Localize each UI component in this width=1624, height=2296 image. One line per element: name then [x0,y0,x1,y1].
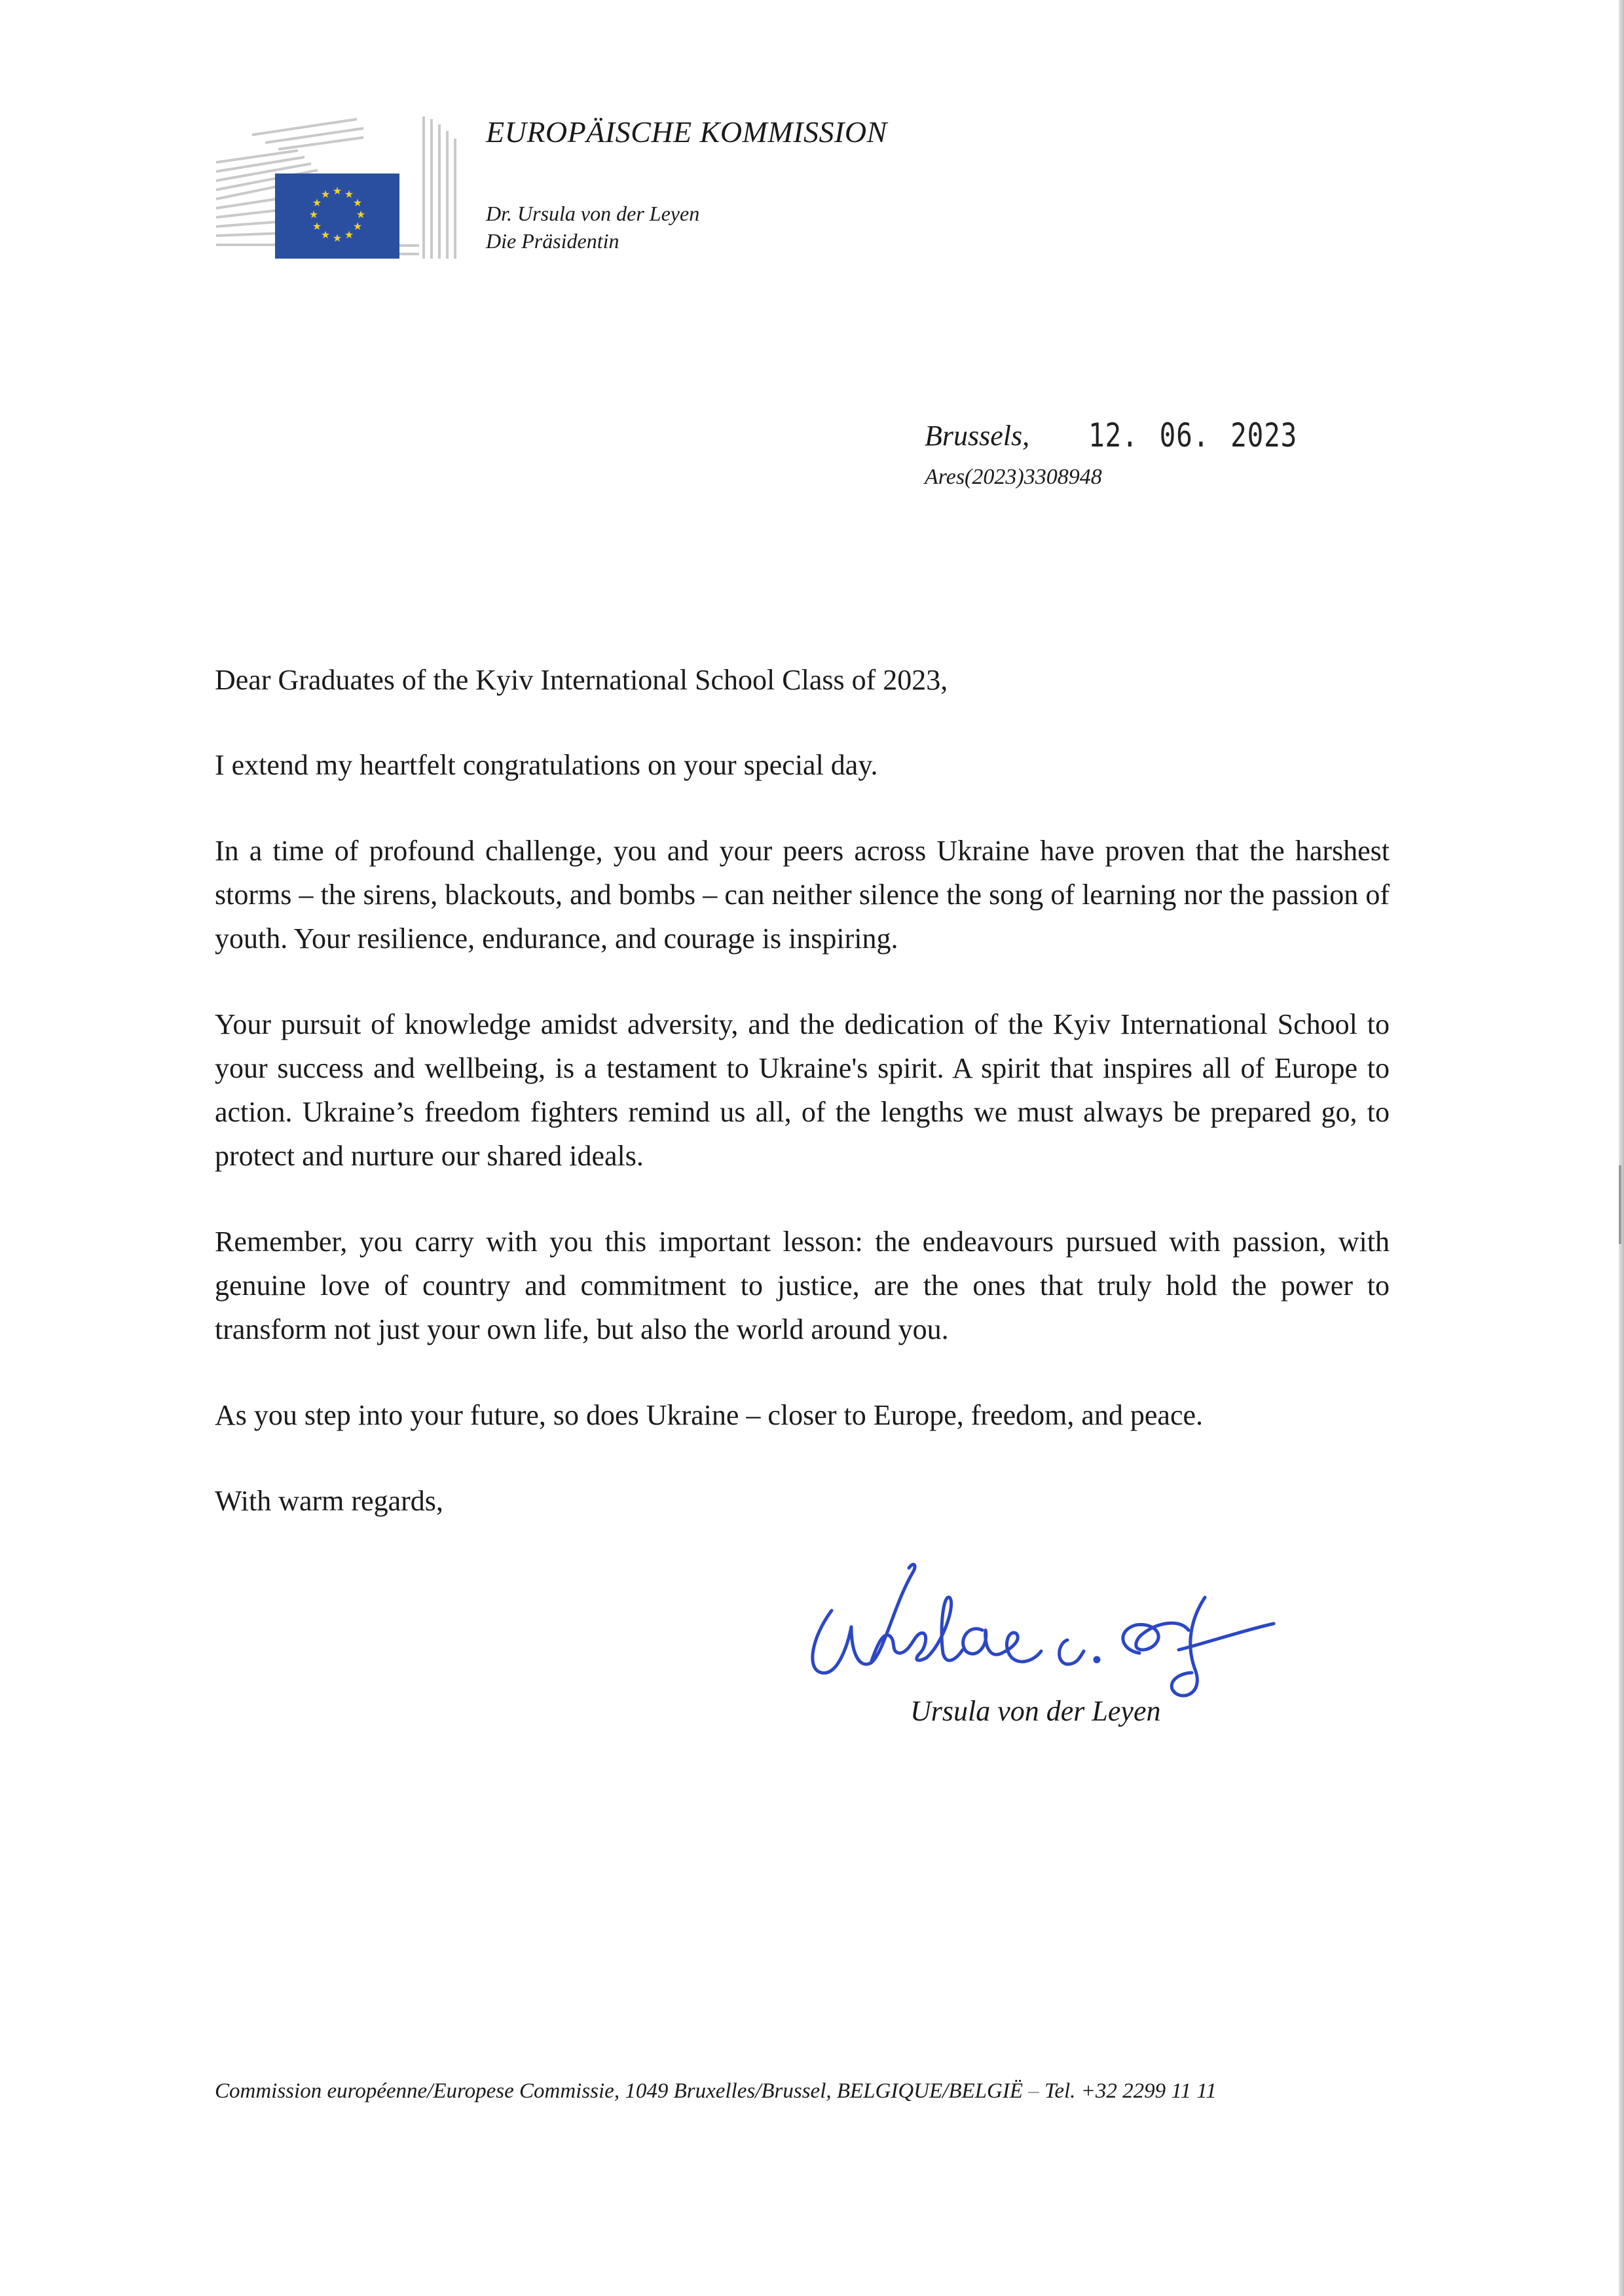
handwritten-signature [786,1512,1283,1709]
sender-title: Die Präsidentin [486,229,619,253]
footer-separator: – [1028,2079,1039,2103]
footer-address: Commission européenne/Europese Commissie, 1049 Bruxelles/Brussel, BELGIQUE/BELGIË [215,2079,1023,2103]
scan-mark [1619,1165,1621,1244]
svg-text:★: ★ [320,188,331,200]
svg-text:★: ★ [320,228,331,241]
scan-edge [1619,0,1624,2296]
signer-name: Ursula von der Leyen [910,1695,1161,1727]
svg-text:★: ★ [356,208,366,221]
svg-text:★: ★ [344,228,354,241]
date-stamp: 12. 06. 2023 [1088,416,1298,454]
svg-text:★: ★ [352,220,363,232]
salutation: Dear Graduates of the Kyiv International School Class of 2023, [215,664,948,696]
svg-text:★: ★ [352,196,363,209]
sender-name: Dr. Ursula von der Leyen [486,202,700,225]
paragraph-1: I extend my heartfelt congratulations on your special day. [215,749,878,781]
svg-text:★: ★ [332,185,342,197]
paragraph-5: As you step into your future, so does Ukraine – closer to Europe, freedom, and peace. [215,1399,1203,1431]
svg-text:★: ★ [344,188,354,200]
eu-commission-logo-icon [213,111,462,262]
place: Brussels, [925,420,1030,452]
svg-text:★: ★ [312,196,322,209]
closing: With warm regards, [215,1485,443,1517]
svg-text:★: ★ [332,232,342,244]
paragraph-4: Remember, you carry with you this important lesson: the endeavours pursued with passion, with genuine love of country and commitment to justice, are the ones that truly hold the power to transform not just your own life, but also the world around you. [215,1226,1390,1345]
letter-body [215,658,1390,1523]
paragraph-2: In a time of profound challenge, you and your peers across Ukraine have proven that the harshest storms – the sirens, blackouts, and bombs – can neither silence the song of learning nor the passion of youth. Your resilience, endurance, and courage is inspiring. [215,835,1390,955]
footer-phone: Tel. +32 2299 11 11 [1044,2079,1217,2103]
reference-number: Ares(2023)3308948 [925,465,1102,489]
svg-text:★: ★ [308,208,319,221]
svg-text:★: ★ [312,220,322,232]
footer [215,2079,1217,2104]
organization-name: EUROPÄISCHE KOMMISSION [486,115,887,149]
paragraph-3: Your pursuit of knowledge amidst adversity, and the dedication of the Kyiv International School to your success and wellbeing, is a testament to Ukraine's spirit. A spirit that inspires all of Europe to action. Ukraine’s freedom fighters remind us all, of the lengths we must always be prepared go, to protect and nurture our shared ideals. [215,1008,1390,1172]
